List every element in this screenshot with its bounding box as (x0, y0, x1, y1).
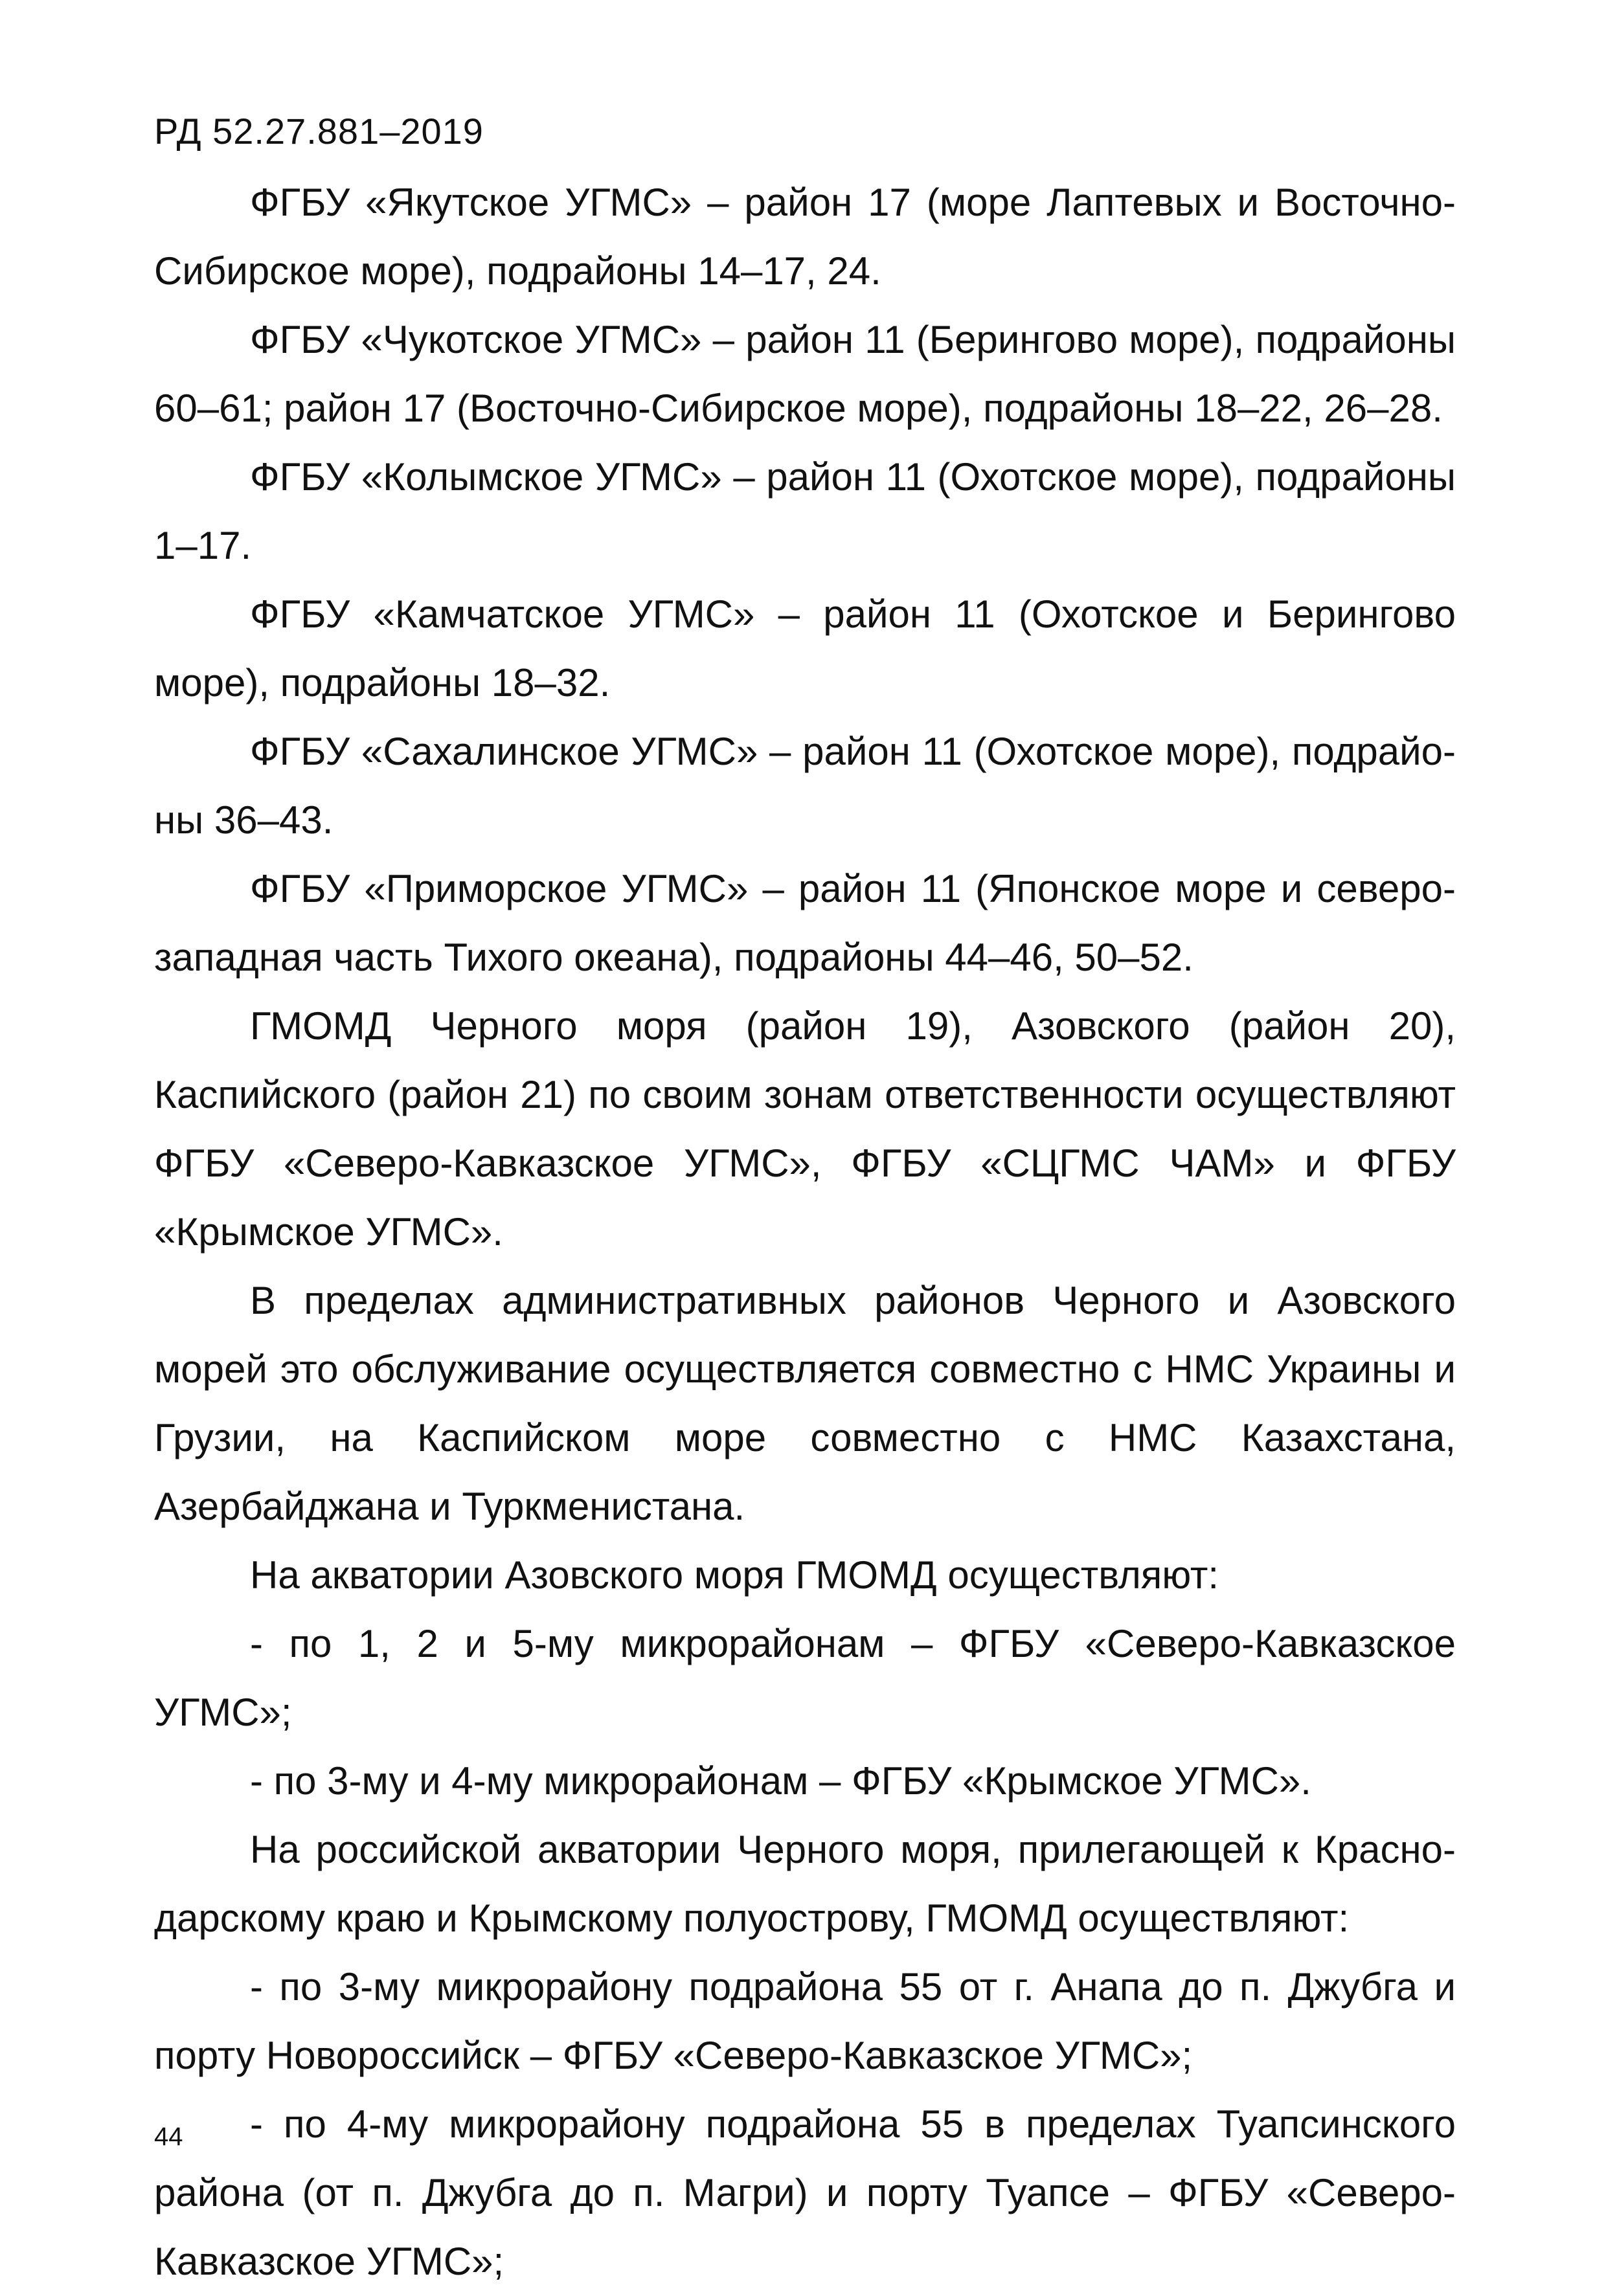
page-number: 44 (154, 2122, 183, 2151)
paragraph-kolyma: ФГБУ «Колымское УГМС» – район 11 (Охотское море), подрайоны 1–17. (154, 455, 1456, 567)
list-item-azov-1: - по 1, 2 и 5-му микрорайонам – ФГБУ «Северо-Кавказское УГМС»; (154, 1622, 1456, 1734)
body-text (154, 168, 1456, 2296)
paragraph-azov-intro: На акватории Азовского моря ГМОМД осуществляют: (250, 1553, 1219, 1597)
paragraph-black-azov-caspian: ГМОМД Черного моря (район 19), Азовского (район 20), Каспийского (район 21) по своим зонам ответственности осуществляют ФГБУ «Северо-Кавказское УГМС», ФГБУ «СЦГМС ЧАМ» и ФГБУ «Крымское УГМС». (154, 1004, 1456, 1254)
list-item-black-sea-1: - по 3-му микрорайону подрайона 55 от г. Анапа до п. Джубга и порту Новороссийск – ФГБУ «Северо-Кавказское УГМС»; (154, 1965, 1456, 2077)
paragraph-joint-service: В пределах административных районов Черного и Азовского морей это обслуживание осуществляется совместно с НМС Украины и Грузии, на Каспийском море совместно с НМС Казахстана, Азербайджана и Туркменистана. (154, 1279, 1456, 1528)
paragraph-yakutsk: ФГБУ «Якутское УГМС» – район 17 (море Лаптевых и Восточно-Сибирское море), подрайоны 14–17, 24. (154, 181, 1456, 293)
paragraph-sakhalin: ФГБУ «Сахалинское УГМС» – район 11 (Охотское море), подрайоны 36–43. (154, 730, 1456, 842)
document-code-header: РД 52.27.881–2019 (154, 111, 484, 152)
paragraph-black-sea-intro: На российской акватории Черного моря, прилегающей к Краснодарскому краю и Крымскому полуострову, ГМОМД осуществляют: (154, 1828, 1456, 1940)
paragraph-primorye: ФГБУ «Приморское УГМС» – район 11 (Японское море и северо-западная часть Тихого океана), подрайоны 44–46, 50–52. (154, 867, 1456, 979)
list-item-black-sea-2: - по 4-му микрорайону подрайона 55 в пределах Туапсинского района (от п. Джубга до п. Магри) и порту Туапсе – ФГБУ «Северо-Кавказское УГМС»; (154, 2102, 1456, 2283)
list-item-azov-2: - по 3-му и 4-му микрорайонам – ФГБУ «Крымское УГМС». (250, 1759, 1311, 1803)
paragraph-chukotka: ФГБУ «Чукотское УГМС» – район 11 (Берингово море), подрайоны 60–61; район 17 (Восточно-Сибирское море), подрайоны 18–22, 26–28. (154, 318, 1456, 430)
paragraph-kamchatka: ФГБУ «Камчатское УГМС» – район 11 (Охотское и Берингово море), подрайоны 18–32. (154, 592, 1456, 704)
